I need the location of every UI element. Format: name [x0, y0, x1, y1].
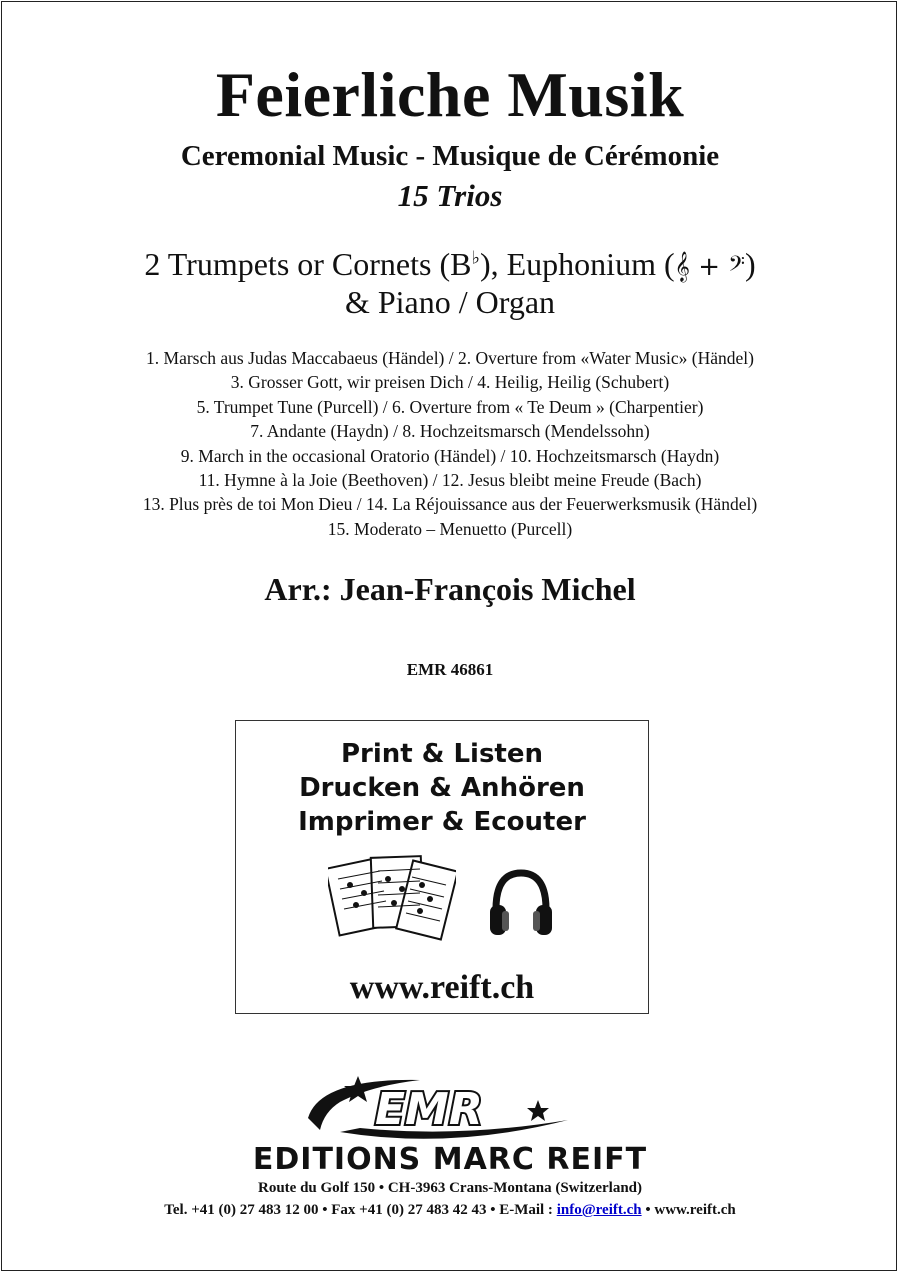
flat-symbol: ♭ [471, 247, 480, 268]
email-link[interactable]: info@reift.ch [556, 1202, 642, 1218]
publisher-contact [0, 1202, 900, 1219]
instrumentation-line-1 [0, 246, 900, 283]
logo-text: EMR [375, 1084, 483, 1135]
instrumentation-line-2: & Piano / Organ [344, 284, 556, 320]
track-line: 3. Grosser Gott, wir preisen Dich / 4. Heilig, Heilig (Schubert) [230, 372, 670, 393]
promo-line-3: Imprimer & Ecouter [298, 807, 586, 837]
track-line: 7. Andante (Haydn) / 8. Hochzeitsmarsch (Mendelssohn) [250, 421, 650, 442]
publisher-address: Route du Golf 150 • CH-3963 Crans-Montana (Switzerland) [258, 1180, 642, 1196]
track-line: 13. Plus près de toi Mon Dieu / 14. La Réjouissance aus der Feuerwerksmusik (Händel) [142, 494, 758, 515]
publisher-name: EDITIONS MARC REIFT [252, 1142, 648, 1177]
sheet-music-icon [328, 849, 456, 947]
subtitle: Ceremonial Music - Musique de Cérémonie [180, 140, 720, 172]
clef-icons: 𝄞 + 𝄢 [674, 252, 746, 282]
promo-line-2: Drucken & Anhören [299, 773, 585, 803]
track-line: 9. March in the occasional Oratorio (Händel) / 10. Hochzeitsmarsch (Haydn) [180, 445, 720, 466]
print-listen-box[interactable] [235, 720, 649, 1014]
track-list [0, 346, 900, 541]
instrumentation-prefix: 2 Trumpets or Cornets (B [144, 246, 472, 282]
contact-phone-fax: Tel. +41 (0) 27 483 12 00 • Fax +41 (0) 27 483 42 43 • E-Mail : [164, 1202, 557, 1218]
arranger: Arr.: Jean-François Michel [264, 571, 636, 607]
catalog-number: EMR 46861 [406, 660, 494, 679]
page-title: Feierliche Musik [215, 59, 685, 130]
contact-website: • www.reift.ch [641, 1202, 736, 1218]
track-line: 1. Marsch aus Judas Maccabaeus (Händel) / 2. Overture from «Water Music» (Händel) [146, 348, 754, 368]
headphones-icon [486, 865, 556, 941]
instrumentation-end: ) [745, 246, 756, 282]
promo-url[interactable]: www.reift.ch [349, 969, 535, 1006]
trios-label: 15 Trios [397, 178, 503, 213]
track-line: 5. Trumpet Tune (Purcell) / 6. Overture from « Te Deum » (Charpentier) [196, 396, 704, 417]
promo-text [236, 737, 648, 839]
promo-line-1: Print & Listen [340, 739, 544, 769]
emr-logo [300, 1072, 600, 1144]
track-line: 11. Hymne à la Joie (Beethoven) / 12. Jesus bleibt meine Freude (Bach) [198, 470, 702, 491]
track-line: 15. Moderato – Menuetto (Purcell) [327, 518, 573, 539]
instrumentation-mid: ), Euphonium ( [479, 246, 675, 282]
